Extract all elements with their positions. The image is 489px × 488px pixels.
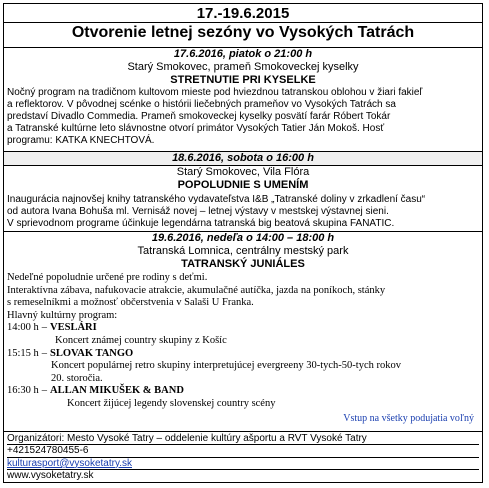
intro-line: Nedeľné popoludnie určené pre rodiny s deťmi. [7, 272, 208, 283]
intro-line: Interaktívna zábava, nafukovacie atrakcie, akumulačné autíčka, jazda na poníkoch, stánky [7, 284, 386, 296]
website[interactable]: www.vysoketatry.sk [7, 470, 94, 482]
event-place: Starý Smokovec, Vila Flóra [176, 166, 310, 178]
program-time: 15:15 h [7, 347, 39, 359]
footer [4, 432, 482, 482]
description-line: predstaví Divadlo Commedia. Prameň smokoveckej kyselky posvätí farár Róbert Tokár [7, 111, 391, 122]
program-item [7, 348, 479, 386]
email-link[interactable]: kulturasport@vysoketatry.sk [7, 457, 133, 469]
phone: +421524780455-6 [7, 445, 479, 457]
email-link-row [7, 458, 479, 470]
description-line: Inaugurácia najnovšej knihy tatranského vydavateľstva I&B „Tatranské doliny v zrkadlení času“ [7, 194, 426, 205]
description-line: V sprievodnom programe účinkuje legendárna tatranská big beatová skupina FANATIC. [7, 218, 395, 229]
description-line: Nočný program na tradičnom kultovom mieste pod hviezdnou tatranskou oblohou v žiari fakieľ [7, 87, 423, 98]
program-dash: – [41, 347, 48, 359]
poster-header [4, 4, 482, 48]
organizers: Organizátori: Mesto Vysoké Tatry – oddelenie kultúry ašportu a RVT Vysoké Tatry [7, 433, 479, 445]
program-name: VESLÁRI [50, 322, 97, 334]
program-dash: – [41, 322, 48, 334]
program-name: SLOVAK TANGO [50, 347, 134, 359]
free-entry-note: Vstup na všetky podujatia voľný [343, 412, 474, 424]
program-dash: – [41, 385, 48, 397]
program-desc: 20. storočia. [51, 372, 103, 384]
event-place: Starý Smokovec, prameň Smokoveckej kyselky [127, 61, 359, 73]
program-time: 14:00 h [7, 322, 39, 334]
event-intro [4, 272, 482, 322]
event-name: POPOLUDNIE S UMENÍM [177, 179, 309, 191]
program-item [7, 385, 479, 410]
program-name: ALLAN MIKUŠEK & BAND [50, 385, 184, 397]
event-description [4, 87, 482, 147]
program-list [4, 322, 482, 410]
event-description [4, 192, 482, 230]
program-desc: Koncert žijúcej legendy slovenskej country scény [67, 397, 276, 409]
description-line: od autora Ivana Bohuša ml. Vernisáž novej – letnej výstavy v mestskej výstavnej sieni. [7, 206, 389, 217]
event-name: STRETNUTIE PRI KYSELKE [170, 74, 316, 86]
event-date: 19.6.2016, nedeľa o 14:00 – 18:00 h [151, 232, 335, 244]
intro-line: s remeselníkmi a možnosť občerstvenia v Salaši U Franka. [7, 297, 254, 309]
event-poster [3, 3, 483, 483]
poster-title: Otvorenie letnej sezóny vo Vysokých Tatrách [71, 24, 415, 41]
program-time: 16:30 h [7, 385, 39, 397]
description-line: a Tatranské kultúrne leto slávnostne otvorí primátor Vysokých Tatier Ján Mokoš. Hosť [7, 123, 385, 134]
description-line: a reflektorov. V pôvodnej scénke o histórii liečebných prameňov vo Vysokých Tatrách sa [7, 99, 396, 110]
description-line: programu: KATKA KNECHTOVÁ. [7, 135, 155, 146]
event-name: TATRANSKÝ JUNIÁLES [181, 258, 305, 270]
intro-line: Hlavný kultúrny program: [7, 309, 118, 321]
event-date: 18.6.2016, sobota o 16:00 h [4, 152, 482, 166]
event-section [4, 232, 482, 432]
program-desc: Koncert známej country skupiny z Košíc [55, 334, 227, 346]
event-section [4, 48, 482, 152]
event-section [4, 152, 482, 232]
program-desc: Koncert populárnej retro skupiny interpretujúcej evergreeny 30-tych-50-tych rokov [51, 360, 401, 372]
season-dates: 17.-19.6.2015 [196, 5, 290, 22]
event-date: 17.6.2016, piatok o 21:00 h [173, 48, 313, 60]
event-place: Tatranská Lomnica, centrálny mestský park [137, 245, 349, 257]
program-item [7, 322, 479, 347]
